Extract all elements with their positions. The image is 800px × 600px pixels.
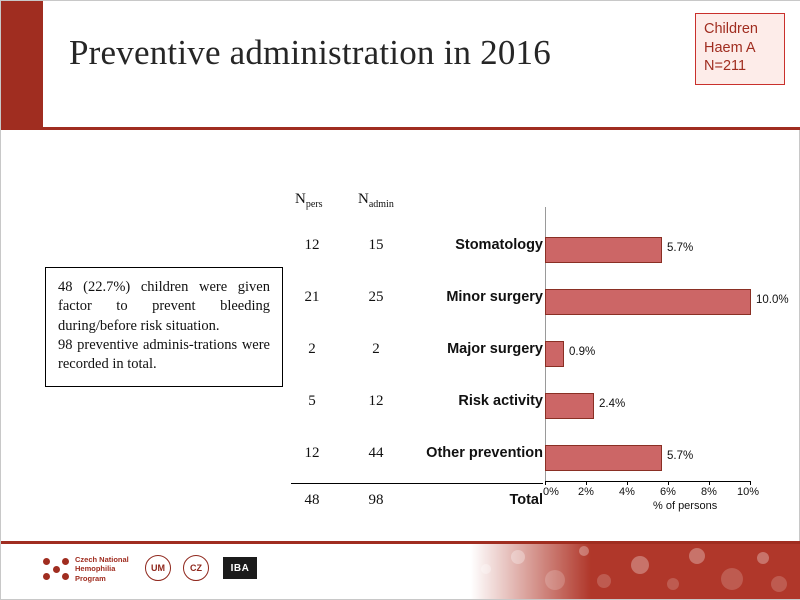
bar-value-label: 10.0% [756, 294, 789, 306]
cell-category-label: Minor surgery [446, 289, 543, 305]
slide-header [1, 1, 800, 129]
partner-logo-umcentre: UM [145, 555, 171, 581]
cohort-badge [695, 13, 785, 85]
cell-category-label: Stomatology [455, 237, 543, 253]
chart-x-axis [545, 481, 775, 521]
axis-tick-label: 8% [701, 486, 717, 498]
table-row [283, 329, 783, 381]
total-npers: 48 [304, 492, 320, 508]
cell-npers: 2 [308, 341, 316, 357]
bar-major-surgery [545, 341, 564, 367]
bar-track [545, 329, 775, 381]
footer-decoration [471, 544, 800, 599]
summary-note-box [45, 267, 283, 387]
bar-value-label: 0.9% [569, 346, 596, 358]
slide-footer [1, 541, 800, 599]
cell-nadmin: 2 [372, 341, 380, 357]
cell-npers: 5 [308, 393, 316, 409]
bar-value-label: 5.7% [667, 242, 694, 254]
cnhp-logo [43, 555, 129, 583]
partner-logo-registry: CZ [183, 555, 209, 581]
cnhp-logo-text [75, 555, 129, 583]
cohort-line-3: N=211 [704, 58, 747, 75]
axis-tick-label: 6% [660, 486, 676, 498]
axis-line [545, 481, 751, 482]
cnhp-line-3: Program [75, 573, 106, 583]
cell-category-label: Other prevention [426, 445, 543, 461]
note-paragraph-1: 48 (22.7%) children were given factor to prevent bleeding during/before risk situation. [58, 279, 270, 334]
axis-title-x: % of persons [653, 500, 718, 512]
header-divider [1, 127, 800, 130]
cell-nadmin: 25 [368, 289, 384, 305]
total-nadmin: 98 [368, 492, 384, 508]
bar-risk-activity [545, 393, 594, 419]
cnhp-line-1: Czech National [75, 555, 129, 564]
table-row [283, 381, 783, 433]
data-table-chart [283, 183, 789, 523]
page-title: Preventive administration in 2016 [69, 33, 551, 72]
partner-logo-iba: IBA [223, 557, 257, 579]
axis-tick [668, 481, 669, 485]
table-rows [283, 225, 789, 485]
cell-npers: 12 [304, 237, 320, 253]
axis-tick-label: 4% [619, 486, 635, 498]
axis-tick [750, 481, 751, 485]
bar-value-label: 5.7% [667, 450, 694, 462]
bar-track [545, 225, 775, 277]
cohort-line-1: Children [704, 21, 758, 37]
cell-nadmin: 12 [368, 393, 384, 409]
axis-tick [586, 481, 587, 485]
cnhp-line-2: Hemophilia [75, 564, 116, 574]
bar-stomatology [545, 237, 662, 263]
column-header-nadmin: $N_{admin}$ [358, 191, 394, 210]
note-paragraph-2: 98 preventive adminis-trations were recorded in total. [58, 336, 270, 373]
cell-nadmin: 44 [368, 445, 384, 461]
header-accent-block [1, 1, 43, 129]
bar-track [545, 277, 789, 329]
cnhp-logo-icon [43, 556, 69, 582]
cell-category-label: Major surgery [447, 341, 543, 357]
table-row [283, 225, 783, 277]
bar-other-prevention [545, 445, 662, 471]
total-label: Total [509, 492, 543, 508]
column-header-npers: $N_{pers}$ [295, 191, 323, 210]
cell-category-label: Risk activity [458, 393, 543, 409]
bar-value-label: 2.4% [599, 398, 626, 410]
table-total-divider [291, 483, 543, 484]
axis-tick-label: 0% [543, 486, 559, 498]
axis-tick-label: 10% [736, 486, 760, 498]
cell-npers: 12 [304, 445, 320, 461]
axis-tick [627, 481, 628, 485]
cell-npers: 21 [304, 289, 320, 305]
bar-track [545, 381, 775, 433]
bar-minor-surgery [545, 289, 751, 315]
axis-tick-label: 2% [578, 486, 594, 498]
cell-nadmin: 15 [368, 237, 384, 253]
axis-tick [709, 481, 710, 485]
table-row [283, 433, 783, 485]
table-row [283, 277, 789, 329]
bar-track [545, 433, 775, 485]
axis-tick [545, 481, 546, 485]
cohort-line-2: Haem A [704, 39, 756, 56]
